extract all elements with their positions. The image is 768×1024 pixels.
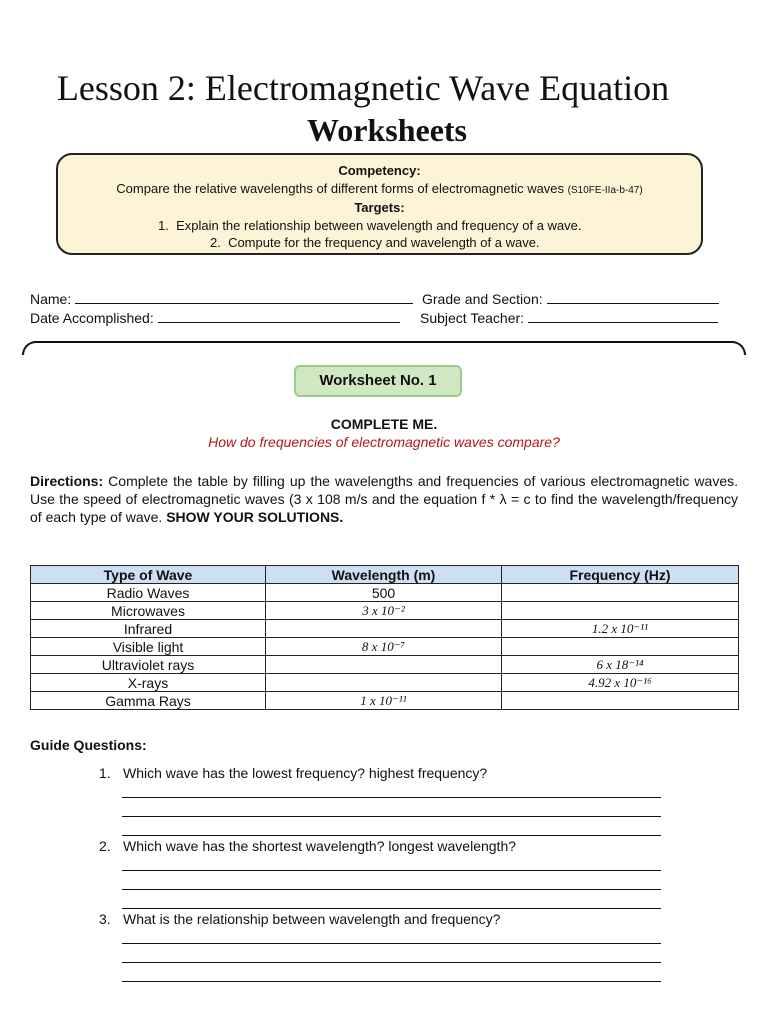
table-row (31, 638, 739, 656)
cell-wavelength[interactable]: 500 (266, 584, 502, 602)
competency-code: (S10FE-IIa-b-47) (567, 184, 643, 196)
table-row (31, 602, 739, 620)
cell-type: Microwaves (31, 602, 266, 620)
cell-wavelength[interactable] (266, 674, 502, 692)
table-row (31, 620, 739, 638)
cell-wavelength[interactable]: 1 x 10⁻¹¹ (266, 692, 502, 710)
cell-wavelength[interactable] (266, 656, 502, 674)
cell-frequency[interactable]: 4.92 x 10⁻¹⁶ (502, 674, 739, 692)
date-field[interactable] (30, 309, 400, 327)
worksheet-badge: Worksheet No. 1 (294, 365, 462, 397)
cell-type: Ultraviolet rays (31, 656, 266, 674)
answer-line[interactable] (122, 889, 661, 890)
cell-frequency[interactable]: 6 x 18⁻¹⁴ (502, 656, 739, 674)
directions-emphasis: SHOW YOUR SOLUTIONS. (166, 509, 344, 525)
answer-line[interactable] (122, 816, 661, 817)
question-number: 3. (99, 911, 111, 927)
grade-section-field[interactable] (422, 290, 719, 308)
worksheet-heading: COMPLETE ME. (330, 416, 438, 432)
question-text: Which wave has the shortest wavelength? longest wavelength? (123, 838, 517, 854)
cell-frequency[interactable] (502, 692, 739, 710)
header-type: Type of Wave (31, 566, 266, 584)
lesson-title: Lesson 2: Electromagnetic Wave Equation (56, 68, 670, 108)
table-row (31, 584, 739, 602)
table-row (31, 674, 739, 692)
answer-line[interactable] (122, 870, 661, 871)
name-field[interactable] (30, 290, 413, 308)
worksheet-question: How do frequencies of electromagnetic waves compare? (208, 434, 560, 450)
cell-wavelength[interactable] (266, 620, 502, 638)
date-blank[interactable] (158, 309, 400, 323)
teacher-field[interactable] (420, 309, 718, 327)
cell-wavelength[interactable]: 8 x 10⁻⁷ (266, 638, 502, 656)
cell-frequency[interactable] (502, 602, 739, 620)
cell-type: X-rays (31, 674, 266, 692)
cell-type: Gamma Rays (31, 692, 266, 710)
answer-line[interactable] (122, 908, 661, 909)
worksheets-title: Worksheets (307, 112, 467, 148)
guide-question (99, 911, 500, 927)
answer-line[interactable] (122, 797, 661, 798)
cell-type: Visible light (31, 638, 266, 656)
table-header-row (31, 566, 739, 584)
competency-label: Competency: (338, 163, 421, 178)
cell-frequency[interactable]: 1.2 x 10⁻¹¹ (502, 620, 739, 638)
question-text: Which wave has the lowest frequency? highest frequency? (123, 765, 488, 781)
answer-line[interactable] (122, 835, 661, 836)
guide-question (99, 838, 516, 854)
date-label: Date Accomplished: (30, 310, 154, 326)
table-row (31, 656, 739, 674)
answer-line[interactable] (122, 943, 661, 944)
section-divider (22, 341, 746, 355)
question-number: 2. (99, 838, 111, 854)
grade-section-label: Grade and Section: (422, 291, 543, 307)
question-number: 1. (99, 765, 111, 781)
name-label: Name: (30, 291, 72, 307)
directions-label: Directions: (30, 473, 104, 489)
header-frequency: Frequency (Hz) (502, 566, 739, 584)
target-item: 2. Compute for the frequency and wavelength of a wave. (210, 235, 540, 250)
competency-text-line (58, 180, 701, 200)
competency-text: Compare the relative wavelengths of different forms of electromagnetic waves (116, 180, 565, 196)
name-blank[interactable] (75, 290, 413, 304)
cell-type: Radio Waves (31, 584, 266, 602)
guide-questions-heading: Guide Questions: (30, 737, 147, 753)
guide-question (99, 765, 487, 781)
targets-list (58, 217, 701, 252)
wave-table (30, 565, 739, 710)
cell-type: Infrared (31, 620, 266, 638)
targets-label: Targets: (354, 200, 405, 215)
cell-frequency[interactable] (502, 584, 739, 602)
answer-line[interactable] (122, 981, 661, 982)
directions-text: Complete the table by filling up the wavelengths and frequencies of various electromagnetic waves. Use the speed of electromagnetic waves (3 x 108 m/s and the equation f * λ = c to find the wavelength/frequency of each type of wave. (30, 473, 738, 525)
competency-box (56, 153, 703, 255)
target-item: 1. Explain the relationship between wavelength and frequency of a wave. (158, 217, 582, 233)
cell-wavelength[interactable]: 3 x 10⁻² (266, 602, 502, 620)
table-row (31, 692, 739, 710)
question-text: What is the relationship between wavelength and frequency? (123, 911, 501, 927)
grade-section-blank[interactable] (547, 290, 719, 304)
directions (30, 472, 738, 526)
teacher-blank[interactable] (528, 309, 718, 323)
answer-line[interactable] (122, 962, 661, 963)
header-wavelength: Wavelength (m) (266, 566, 502, 584)
teacher-label: Subject Teacher: (420, 310, 525, 326)
cell-frequency[interactable] (502, 638, 739, 656)
